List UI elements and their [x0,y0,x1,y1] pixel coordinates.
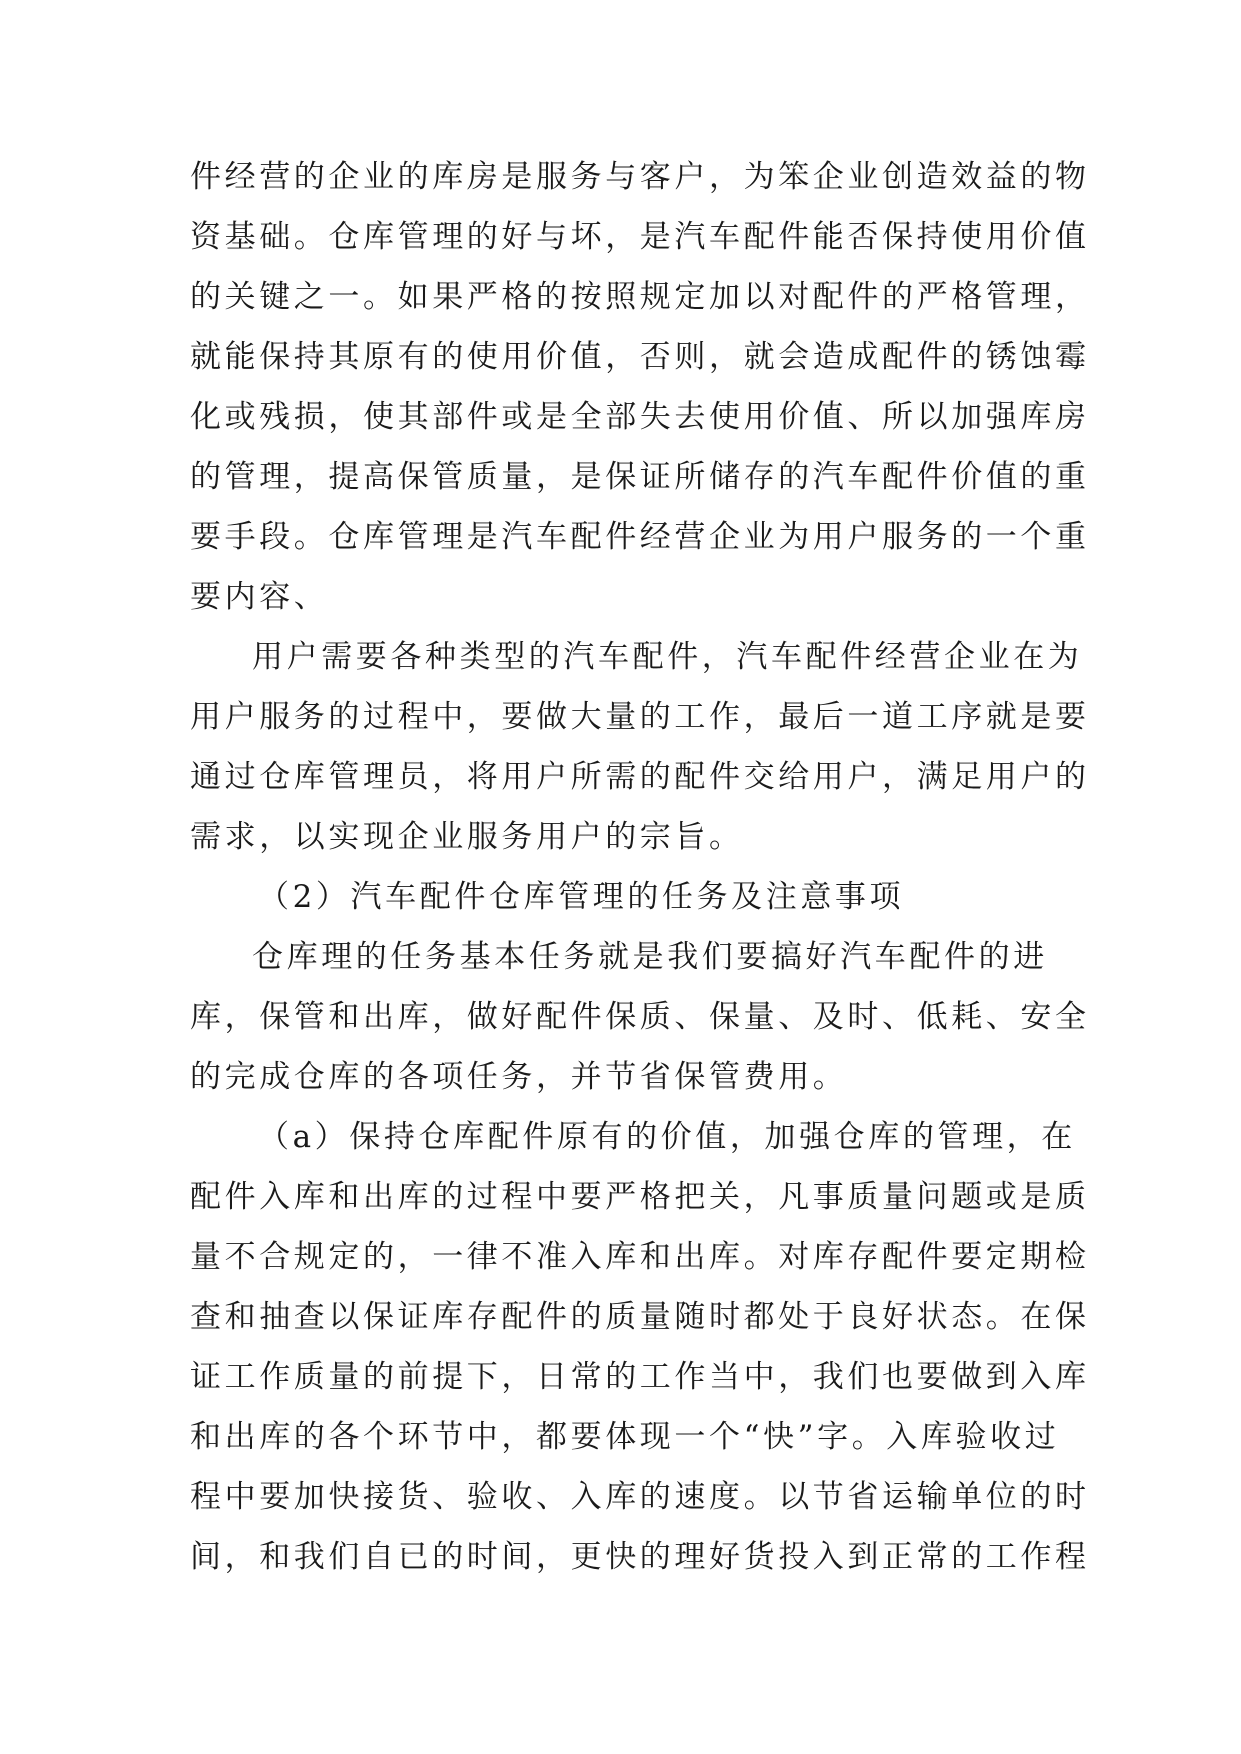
paragraph-first-line: 仓库理的任务基本任务就是我们要搞好汽车配件的进 [252,939,1048,975]
text-line: 和出库的各个环节中，都要体现一个“快”字。入库验收过 [190,1419,1060,1455]
text-line: 要内容、 [190,579,329,615]
text-line: 查和抽查以保证库存配件的质量随时都处于良好状态。在保 [190,1299,1090,1335]
paragraph-first-line: 用户需要各种类型的汽车配件，汽车配件经营企业在为 [252,639,1083,675]
text-line: 程中要加快接货、验收、入库的速度。以节省运输单位的时 [190,1479,1090,1515]
text-line: 件经营的企业的库房是服务与客户，为笨企业创造效益的物 [190,159,1090,195]
text-line: 资基础。仓库管理的好与坏，是汽车配件能否保持使用价值 [190,219,1090,255]
text-line: 的管理，提高保管质量，是保证所储存的汽车配件价值的重 [190,459,1090,495]
text-line: 化或残损，使其部件或是全部失去使用价值、所以加强库房 [190,399,1090,435]
text-line: 用户服务的过程中，要做大量的工作，最后一道工序就是要 [190,699,1090,735]
text-line: 配件入库和出库的过程中要严格把关，凡事质量问题或是质 [190,1179,1090,1215]
text-line: 要手段。仓库管理是汽车配件经营企业为用户服务的一个重 [190,519,1090,555]
section-heading: （2）汽车配件仓库管理的任务及注意事项 [258,879,905,915]
text-line: 通过仓库管理员，将用户所需的配件交给用户，满足用户的 [190,759,1090,795]
text-line: 的关键之一。如果严格的按照规定加以对配件的严格管理， [190,279,1090,315]
paragraph-first-line: （a）保持仓库配件原有的价值，加强仓库的管理，在 [258,1119,1076,1155]
text-line: 库，保管和出库，做好配件保质、保量、及时、低耗、安全 [190,999,1090,1035]
text-line: 证工作质量的前提下，日常的工作当中，我们也要做到入库 [190,1359,1090,1395]
text-line: 间，和我们自已的时间，更快的理好货投入到正常的工作程 [190,1539,1090,1575]
text-line: 需求，以实现企业服务用户的宗旨。 [190,819,744,855]
text-line: 的完成仓库的各项任务，并节省保管费用。 [190,1059,848,1095]
text-line: 量不合规定的，一律不准入库和出库。对库存配件要定期检 [190,1239,1090,1275]
text-line: 就能保持其原有的使用价值，否则，就会造成配件的锈蚀霉 [190,339,1090,375]
